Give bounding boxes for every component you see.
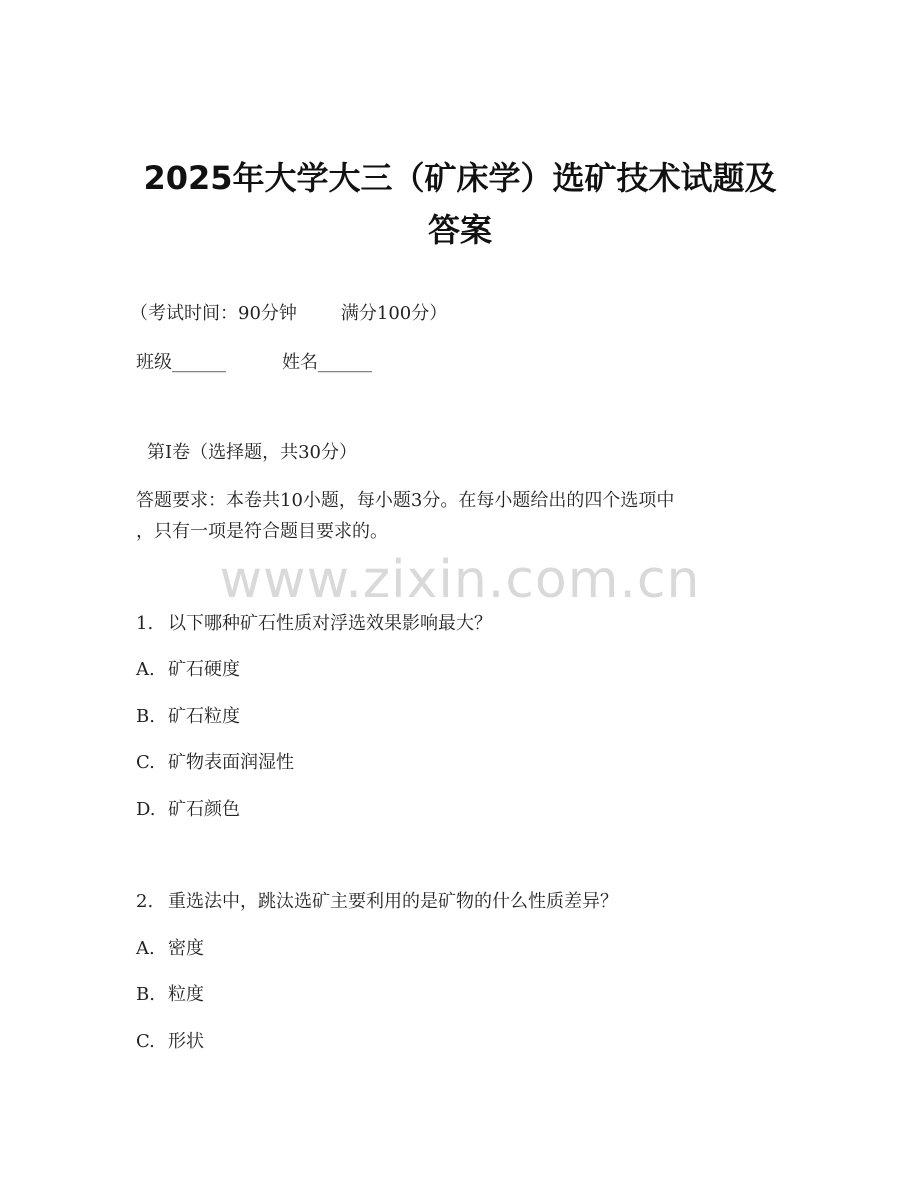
question-text: 以下哪种矿石性质对浮选效果影响最大？ bbox=[168, 613, 492, 634]
option-letter: C. bbox=[136, 752, 155, 773]
question-2 bbox=[136, 890, 618, 914]
question-1 bbox=[136, 612, 492, 636]
option-text: 密度 bbox=[168, 938, 204, 959]
option-2a bbox=[136, 937, 204, 961]
title-line-2: 答案 bbox=[427, 211, 492, 249]
option-letter: D. bbox=[136, 799, 156, 820]
student-info bbox=[136, 351, 372, 375]
option-letter: B. bbox=[136, 706, 155, 727]
question-number: 2. bbox=[136, 891, 154, 912]
option-1c bbox=[136, 751, 294, 775]
option-1a bbox=[136, 658, 240, 682]
option-text: 矿石硬度 bbox=[168, 659, 240, 680]
requirement-line-1: 答题要求：本卷共10小题，每小题3分。在每小题给出的四个选项中 bbox=[136, 490, 675, 511]
document-title bbox=[110, 152, 810, 256]
exam-time: （考试时间：90分钟 bbox=[130, 303, 297, 324]
requirement-line-2: ，只有一项是符合题目要求的。 bbox=[136, 521, 388, 542]
class-field: 班级______ bbox=[136, 352, 226, 373]
question-number: 1. bbox=[136, 613, 154, 634]
name-field: 姓名______ bbox=[282, 352, 372, 373]
section-title: 第Ⅰ卷（选择题，共30分） bbox=[147, 442, 358, 463]
option-text: 矿石颜色 bbox=[168, 799, 240, 820]
option-letter: C. bbox=[136, 1031, 155, 1052]
option-1b bbox=[136, 705, 240, 729]
option-letter: B. bbox=[136, 984, 155, 1005]
option-text: 矿石粒度 bbox=[168, 706, 240, 727]
option-text: 矿物表面润湿性 bbox=[168, 752, 294, 773]
option-text: 粒度 bbox=[168, 984, 204, 1005]
option-2c bbox=[136, 1030, 204, 1054]
watermark: www.zixin.com.cn bbox=[219, 550, 701, 610]
option-letter: A. bbox=[136, 938, 155, 959]
option-text: 形状 bbox=[168, 1031, 204, 1052]
option-letter: A. bbox=[136, 659, 155, 680]
title-line-1: 2025年大学大三（矿床学）选矿技术试题及 bbox=[143, 159, 777, 197]
exam-score: 满分100分） bbox=[340, 303, 448, 324]
question-text: 重选法中，跳汰选矿主要利用的是矿物的什么性质差异？ bbox=[168, 891, 618, 912]
exam-info bbox=[130, 302, 447, 326]
option-1d bbox=[136, 798, 240, 822]
option-2b bbox=[136, 983, 204, 1007]
